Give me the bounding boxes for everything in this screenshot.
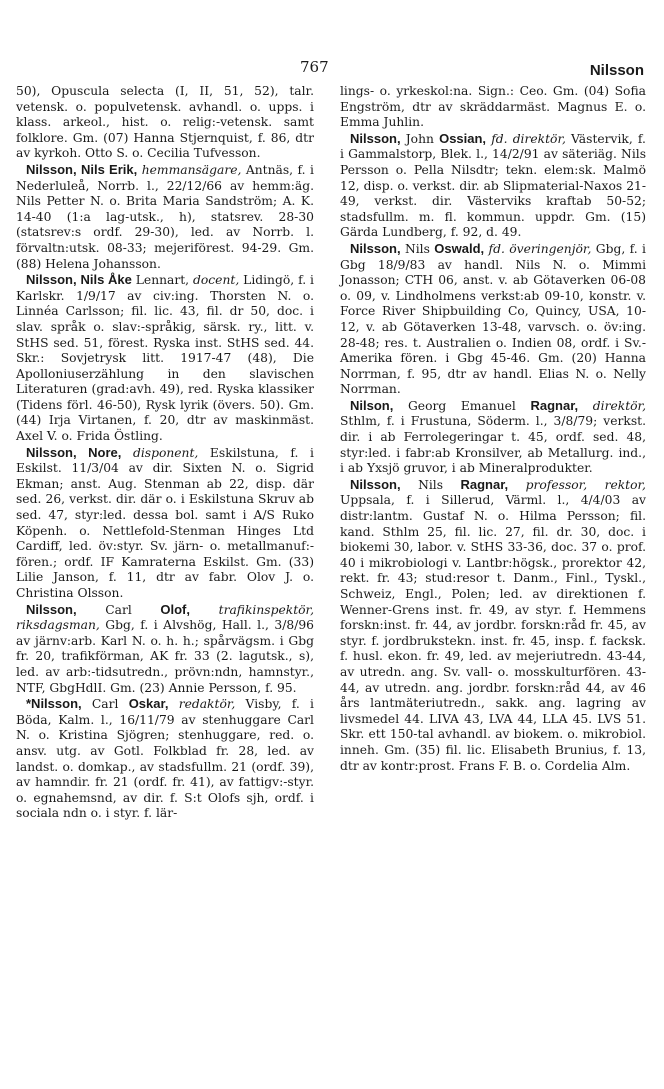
entry-text: Gbg, f. i Gbg 18/9/83 av handl. Nils N. o. Mimmi Jonasson; CTH 06, anst. v. ab Götaverken 06-08 o. 09, v. Lindholmens verkst:ab 09-10, konstr. v. Force River Shipbuilding Co, Quincy, USA, 10-12, v. ab Götaverken 13-48, varvsch. o. öv:ing. 28-48; res. t. Australien o. Indien 08, ordf. i Sv.-Amerika fören. i Gbg 45-46. Gm. (20) Hanna Norrman, f. 95, dtr av handl. Elias N. o. Nelly Norrman. <box>340 241 646 397</box>
entry-given-name: Nils Åke <box>80 272 132 288</box>
entry-continuation <box>340 84 646 131</box>
entry-title: hemmansägare, <box>141 162 242 177</box>
entry-text: Lidingö, f. i Karlskr. 1/9/17 av civ:ing. Thorsten N. o. Linnéa Carlsson; fil. lic. 43, fil. dr 50, doc. i slav. språk o. slav:-språkig, särsk. ry., litt. v. StHS sed. 51, förest. Ryska inst. StHS sed. 44. Skr.: Sovjetrysk litt. 1917-47 (48), Die Apolloniuserzählung in den slavischen Literaturen (grad:avh. 49), red. Ryska klassiker (Tidens förl. 46-50), Rysk lyrik (övers. 50). Gm. (44) Irja Virtanen, f. 20, dtr av maskinmäst. Axel V. o. Frida Östling. <box>16 273 314 444</box>
entry-surname: Nilsson, <box>26 444 77 460</box>
entry-text: Antnäs, f. i Nederluleå, Norrb. l., 22/12/66 av hemm:äg. Nils Petter N. o. Brita Maria Sandström; A. K. 14-40 (1:a lag-utsk., h), statsrev. 28-30 (statsrev:s ordf. 29-30), led. av Norrb. l. förvaltn:utsk. 08-33; mejeriförest. 94-29. Gm. (88) Helena Johansson. <box>16 162 314 271</box>
entry-text: Uppsala, f. i Sillerud, Värml. l., 4/4/03 av distr:lantm. Gustaf N. o. Hilma Persson; fil. kand. Sthlm 25, fil. lic. 27, fil. dr. 30, doc. i biokemi 30, labor. v. StHS 33-36, doc. 37 o. prof. 40 i mikrobiologi v. Lantbr:högsk., prorektor 42, rekt. fr. 43; stud:resor t. Danm., Finl., Tyskl., Schweiz, Engl., Polen; led. av direktionen f. Wenner-Grens inst. fr. 49, av styr. f. Hemmens forskn:inst. fr. 44, av jordbr. forskn:råd fr. 45, av styr. f. jordbrukstekn. inst. fr. 45, insp. f. facksk. f. husl. ekon. fr. 49, led. av mejeriutredn. 43-44, av utredn. ang. Sv. vall- o. mosskulturfören. 43-44, av utredn. ang. jordbr. forskn:råd 44, av 46 års lantmäteriutredn., sakk. ang. lagring av livsmedel 44. LIVA 43, LVA 44, LLA 45. LVS 51. Skr. ett 150-tal avhandl. av biokem. o. mikrobiol. inneh. Gm. (35) fil. lic. Elisabeth Brunius, f. 13, dtr av kontr:prost. Frans F. B. o. Cordelia Alm. <box>340 493 646 773</box>
entry-title: docent, <box>193 273 240 288</box>
page-number: 767 <box>300 58 329 76</box>
entry-surname: Nilson, <box>350 397 394 413</box>
entry-extra-name: Nils <box>404 241 430 256</box>
entry-given-name: Oswald, <box>434 240 485 256</box>
entry-given-name: Ossian, <box>439 130 487 146</box>
entry-text: Gbg, f. i Alvshög, Hall. l., 3/8/96 av järnv:arb. Karl N. o. h. h.; spårvägsm. i Gbg fr. 20, trafikförman, AK fr. 33 (2. lagutsk., s), led. av arb:-tidsutredn., prövn:ndn, hamnstyr., NTF, GbgHdlI. Gm. (23) Annie Persson, f. 95. <box>16 618 314 695</box>
entry-surname: Nilsson, <box>26 272 77 288</box>
entry-nilsson-john-ossian <box>340 131 646 241</box>
entry-surname: Nilsson, <box>26 601 77 617</box>
entry-extra-name: Carl <box>105 602 132 617</box>
entry-nilson-ragnar <box>340 398 646 477</box>
entry-given-name: Ragnar, <box>460 476 509 492</box>
entry-continuation <box>16 84 314 162</box>
entry-nilsson-nils-ake <box>16 272 314 445</box>
entry-surname: *Nilsson, <box>26 696 82 712</box>
entry-extra-name: John <box>405 131 434 146</box>
entry-nilsson-nils-ragnar <box>340 477 646 774</box>
entry-title: trafikinspektör, riksdagsman, <box>16 602 314 633</box>
entry-text: Västervik, f. i Gammalstorp, Blek. l., 14/2/91 av säteriäg. Nils Persson o. Pella Nilsdtr; tekn. elem:sk. Malmö 12, disp. o. verkst. dir. ab Slipmaterial-Naxos 21-49, verkst. dir. Västerviks kraftab 50-52; stadsfullm. m. fl. kommun. uppdr. Gm. (15) Gärda Lundberg, f. 92, d. 49. <box>340 131 646 240</box>
entry-text: Sthlm, f. i Frustuna, Söderm. l., 3/8/79; verkst. dir. i ab Ferrolegeringar t. 45, ordf. sed. 48, styr:led. i fabr:ab Kronsilver, ab Metallurg. ind., i ab Yxsjö gruvor, i ab Mineralprodukter. <box>340 414 646 476</box>
entry-nilsson-nore <box>16 445 314 602</box>
entry-title: professor, rektor, <box>525 477 646 492</box>
entry-surname: Nilsson, <box>350 240 401 256</box>
entry-surname: Nilsson, <box>26 161 77 177</box>
entry-title: fd. överingenjör, <box>488 241 592 256</box>
entry-given-name: Nore, <box>88 444 122 460</box>
entry-text: Eskilstuna, f. i Eskilst. 11/3/04 av dir. Sixten N. o. Sigrid Ekman; anst. Aug. Stenman ab 22, disp. där sed. 26, verkst. dir. där o. i Eskilstuna Skruv ab sed. 47, styr:led. dessa bol. samt i A/S Ruko Köpenh. o. Nettlefold-Stenman Hinges Ltd Cardiff, led. öv:styr. Sv. järn- o. metallmanuf:-fören.; ordf. IF Kamraterna Eskilst. Gm. (33) Lilie Janson, f. 11, dtr av fabr. Olov J. o. Christina Olsson. <box>16 445 314 600</box>
entry-extra-name: Lennart, <box>135 273 190 288</box>
entry-title: redaktör, <box>178 697 236 712</box>
entry-text: lings- o. yrkeskol:na. Sign.: Ceo. Gm. (04) Sofia Engström, dtr av skräddarmäst. Magnus E. o. Emma Juhlin. <box>340 84 646 130</box>
entry-nilsson-nils-oswald <box>340 241 646 398</box>
entry-surname: Nilsson, <box>350 130 401 146</box>
running-head: Nilsson <box>589 62 644 79</box>
left-column <box>16 84 314 822</box>
entry-text: 50), Opuscula selecta (I, II, 51, 52), talr. vetensk. o. populvetensk. avhandl. o. upps. i klass. arkeol., hist. o. relig:-vetensk. samt folklore. Gm. (07) Hanna Stjernquist, f. 86, dtr av kyrkoh. Otto S. o. Cecilia Tufvesson. <box>16 84 314 161</box>
entry-given-name: Oskar, <box>128 696 169 712</box>
entry-given-name: Ragnar, <box>530 397 579 413</box>
entry-text: Visby, f. i Böda, Kalm. l., 16/11/79 av stenhuggare Carl N. o. Kristina Sjögren; stenhuggare, red. o. ansv. utg. av Gotl. Folkblad fr. 28, led. av landst. o. domkap., av stadsfullm. 21 (ordf. 39), av hamndir. fr. 21 (ordf. fr. 41), av fattigv:-styr. o. egnahemsnd, av dir. f. S:t Olofs sjh, ordf. i sociala ndn o. i styr. f. lär- <box>16 697 314 821</box>
entry-title: direktör, <box>592 398 646 413</box>
entry-nilsson-nils-erik <box>16 162 314 272</box>
entry-surname: Nilsson, <box>350 476 401 492</box>
right-column <box>340 84 646 774</box>
entry-nilsson-carl-olof <box>16 602 314 697</box>
entry-extra-name: Georg Emanuel <box>407 398 516 413</box>
entry-extra-name: Nils <box>418 477 443 492</box>
entry-title: fd. direktör, <box>491 131 566 146</box>
entry-nilsson-carl-oskar <box>16 696 314 822</box>
entry-extra-name: Carl <box>91 697 119 712</box>
entry-given-name: Olof, <box>160 601 190 617</box>
entry-title: disponent, <box>132 445 199 460</box>
entry-given-name: Nils Erik, <box>81 161 138 177</box>
